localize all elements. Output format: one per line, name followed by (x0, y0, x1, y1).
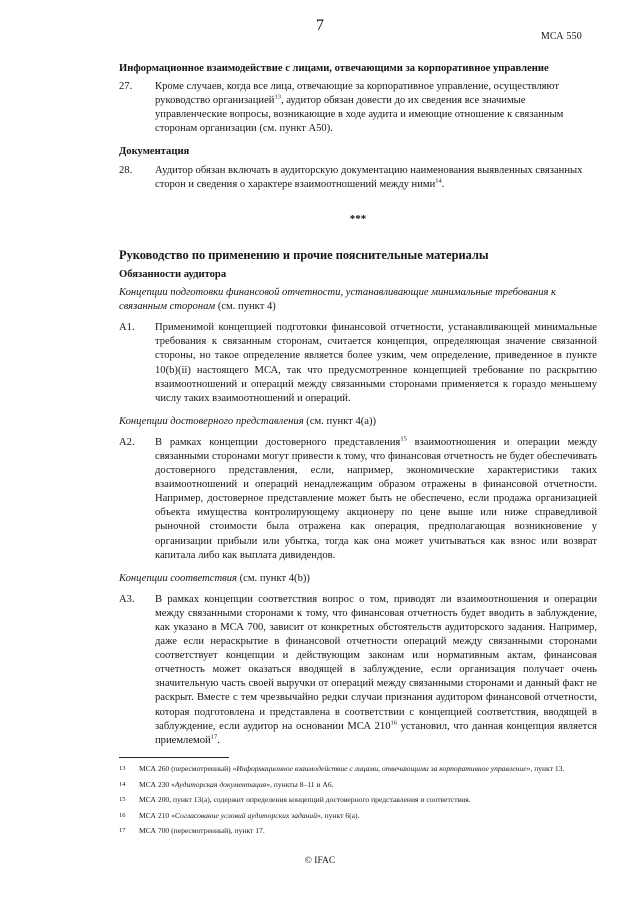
footnote-number: 15 (119, 796, 126, 804)
paragraph-text: Кроме случаев, когда все лица, отвечающие за корпоративное управление, осуществляют руководство организацией$^{13}$, аудитор обязан довести до их сведения все значимые управленческие вопросы, возникающие в ходе аудита и имеющие отношение к связанным сторонам организации (см. пункт А50). (155, 81, 564, 135)
footnote-number: 14 (119, 780, 126, 788)
paragraph-27 (119, 80, 597, 136)
framework-min-requirements-title: Концепции подготовки финансовой отчетности, устанавливающие минимальные требования к связанным сторонам (см. пункт 4) (119, 287, 557, 313)
section-separator: *** (349, 212, 367, 225)
paragraph-a3 (119, 593, 597, 748)
footnote-17 (119, 826, 597, 837)
footnote-15 (119, 795, 597, 806)
paragraph-number: A1. (119, 322, 135, 334)
auditor-duties-title: Обязанности аудитора (119, 268, 227, 280)
footnote-16 (119, 811, 597, 822)
copyright-footer: © IFAC (304, 856, 336, 866)
paragraph-number: A2. (119, 436, 135, 448)
footnote-text: МСА 260 (пересмотренный) «Информационное взаимодействие с лицами, отвечающими за корпоративное управление», пункт 13. (139, 764, 565, 773)
footnote-number: 13 (119, 765, 126, 772)
paragraph-28 (119, 164, 597, 192)
footnote-number: 16 (119, 811, 126, 819)
footnotes (119, 764, 597, 842)
footnote-ref-16: 16 (390, 719, 397, 727)
document-code: МСА 550 (540, 31, 582, 42)
paragraph-number: 27. (119, 81, 133, 93)
footnote-divider (119, 757, 229, 758)
footnote-ref-15: 15 (400, 435, 407, 443)
main-content (119, 62, 597, 757)
paragraph-text: В рамках концепции достоверного представления$^{15}$ взаимоотношения и операции между связанными сторонами могут привести к тому, что финансовая отчетность не будет обеспечивать достоверного представления, если, например, экономические характеристики таких взаимоотношений и операций ненадлежащим образом отражены в финансовой отчетности. Например, достоверное представление может быть не обеспечено, если продажа организацией объекта имущества контролирующему акционеру по цене выше или ниже справедливой рыночной стоимости была отражена как операция, предполагающая возникновение у организации прибыли или убытка, тогда как она может учитываться как взнос или возврат капитала либо как выплата дивидендов. (155, 435, 598, 561)
footnote-text: МСА 210 «Согласование условий аудиторских заданий», пункт 6(a). (139, 810, 360, 820)
section-title-communication: Информационное взаимодействие с лицами, отвечающими за корпоративное управление (119, 63, 549, 74)
paragraph-text: Применимой концепцией подготовки финансовой отчетности, устанавливающей минимальные требования к связанным сторонам, считается концепция, определяющая значение связанной стороны, но такое определение является более узким, чем определение, приведенное в пункте 10(b)(ii) настоящего МСА, так что предусмотренное концепцией требование по раскрытию взаимоотношений и операций между связанными сторонами применяется к гораздо меньшему числу таких взаимоотношений и операций. (155, 322, 597, 404)
page-number: 7 (316, 17, 324, 34)
paragraph-a2 (119, 436, 597, 563)
paragraph-number: 28. (119, 164, 133, 176)
footnote-13 (119, 764, 597, 775)
section-title-documentation: Документация (119, 146, 190, 158)
compliance-framework-title: Концепции соответствия (см. пункт 4(b)) (119, 572, 310, 584)
guidance-heading: Руководство по применению и прочие пояснительные материалы (119, 247, 489, 262)
footnote-ref-14: 14 (435, 177, 442, 185)
footnote-text: МСА 230 «Аудиторская документация», пункты 8–11 и А6. (139, 779, 334, 789)
paragraph-a1 (119, 321, 597, 406)
paragraph-text: В рамках концепции соответствия вопрос о том, приводят ли взаимоотношения и операции между связанными сторонами к тому, что финансовая отчетность будет вводить в заблуждение, как указано в МСА 700, зависит от конкретных обстоятельств аудиторского задания. Например, даже если нераскрытие в финансовой отчетности операций между связанными сторонами соответствует концепции и действующим законам или нормативным актам, финансовая отчетность может оказаться вводящей в заблуждение, если организация получает очень значительную часть своей выручки от операций между связанными сторонами и данный факт не раскрыт. Вместе с тем чрезвычайно редки случаи признания аудитором финансовой отчетности, которая подготовлена и представлена в соответствии с концепцией соответствия, вводящей в заблуждение, если аудитор на основании МСА $210^{16}$ установил, что данная концепция является приемлемой$^{17}$. (155, 593, 597, 746)
footnote-text: МСА 700 (пересмотренный), пункт 17. (139, 826, 265, 836)
footnote-number: 17 (119, 827, 126, 835)
footnote-14 (119, 780, 597, 791)
fair-presentation-title: Концепции достоверного представления (см. пункт 4(a)) (119, 415, 377, 427)
paragraph-number: A3. (119, 593, 135, 605)
paragraph-text: Аудитор обязан включать в аудиторскую документацию наименования выявленных связанных сторон и сведения о характере взаимоотношений между ними$^{14}$. (155, 164, 583, 190)
footnote-ref-13: 13 (274, 93, 281, 101)
footnote-text: МСА 200, пункт 13(a), содержит определения концепций достоверного представления и соответствия. (139, 795, 471, 805)
footnote-ref-17: 17 (210, 733, 218, 741)
